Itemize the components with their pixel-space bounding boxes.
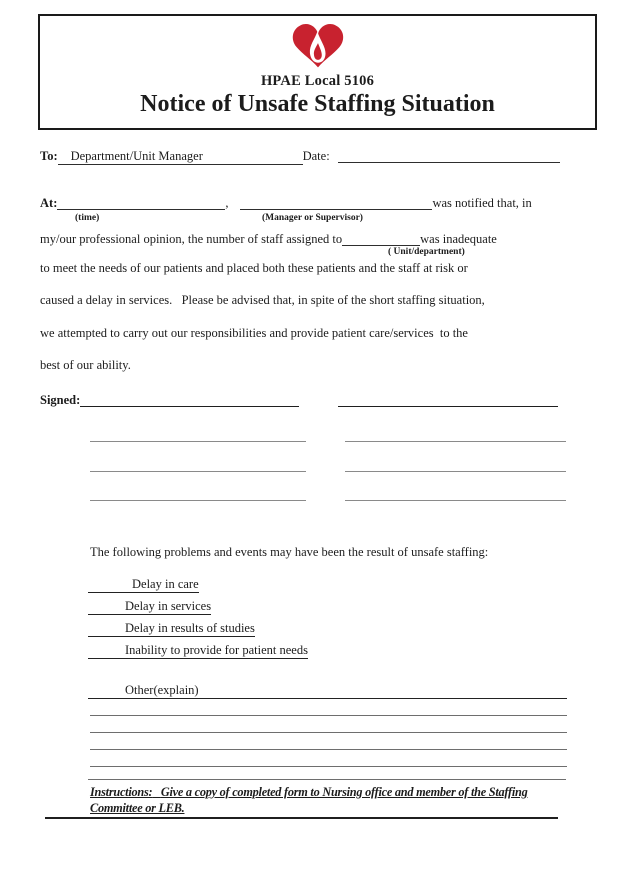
signature-line <box>345 500 566 501</box>
line1-post-text: was inadequate <box>420 232 497 246</box>
unit-caption: ( Unit/department) <box>388 247 465 257</box>
signature-line <box>345 471 566 472</box>
writing-line <box>90 732 567 733</box>
line1-pre-text: my/our professional opinion, the number of staff assigned to <box>40 232 343 246</box>
problem-label: Delay in results of studies <box>125 621 255 635</box>
signature-line <box>345 441 566 442</box>
signed-label: Signed: <box>40 393 81 407</box>
instructions-note <box>90 784 610 816</box>
form-title: Notice of Unsafe Staffing Situation <box>140 91 495 117</box>
instructions-label: Instructions: <box>90 785 153 799</box>
signature-blank-left <box>80 394 299 407</box>
problem-item <box>88 643 308 659</box>
date-label: Date: <box>302 149 330 163</box>
at-label: At: <box>40 196 58 210</box>
problems-heading: The following problems and events may have been the result of unsafe staffing: <box>90 545 489 559</box>
signature-blank-right <box>338 394 558 407</box>
writing-line <box>90 766 567 767</box>
signed-line <box>40 393 558 408</box>
checkbox-blank <box>88 587 125 588</box>
instructions-text-1: Give a copy of completed form to Nursing office and member of the Staffing <box>160 785 528 799</box>
writing-line <box>90 749 567 750</box>
problem-label: Delay in services <box>125 599 212 613</box>
problem-item <box>88 577 199 593</box>
checkbox-blank <box>88 693 125 694</box>
instructions-text-2: Committee or LEB. <box>90 801 185 815</box>
paragraph-line-3: caused a delay in services. Please be advised that, in spite of the short staffing situation, <box>40 293 485 307</box>
time-caption: (time) <box>75 213 100 223</box>
to-line <box>40 149 560 165</box>
to-label: To: <box>40 149 58 163</box>
other-label: Other(explain) <box>125 683 199 697</box>
bottom-rule <box>45 817 558 819</box>
header-box <box>38 14 597 130</box>
checkbox-blank <box>88 609 125 610</box>
unit-blank <box>342 233 420 246</box>
manager-blank <box>240 197 432 210</box>
recipient-value: Department/Unit Manager <box>70 149 203 163</box>
manager-caption: (Manager or Supervisor) <box>262 213 363 223</box>
checkbox-blank <box>88 653 125 654</box>
paragraph-line-1 <box>40 232 497 247</box>
recipient-field <box>58 149 303 165</box>
signature-line <box>90 500 306 501</box>
signature-line <box>90 471 306 472</box>
instructions-top-rule <box>88 779 566 780</box>
checkbox-blank <box>88 631 125 632</box>
time-blank <box>57 197 225 210</box>
writing-line <box>90 715 567 716</box>
problem-label: Inability to provide for patient needs <box>125 643 308 657</box>
at-line <box>40 196 532 211</box>
paragraph-line-5: best of our ability. <box>40 358 131 372</box>
date-blank <box>338 150 560 163</box>
paragraph-line-2: to meet the needs of our patients and placed both these patients and the staff at risk or <box>40 261 468 275</box>
paragraph-line-4: we attempted to carry out our responsibilities and provide patient care/services to the <box>40 326 468 340</box>
comma-text: , <box>225 196 229 210</box>
problem-item <box>88 599 211 615</box>
org-name: HPAE Local 5106 <box>260 73 375 89</box>
signature-line <box>90 441 306 442</box>
heart-flame-icon <box>286 20 350 72</box>
other-row <box>88 683 567 699</box>
at-suffix-text: was notified that, in <box>432 196 532 210</box>
problem-label: Delay in care <box>132 577 199 591</box>
problem-item <box>88 621 255 637</box>
